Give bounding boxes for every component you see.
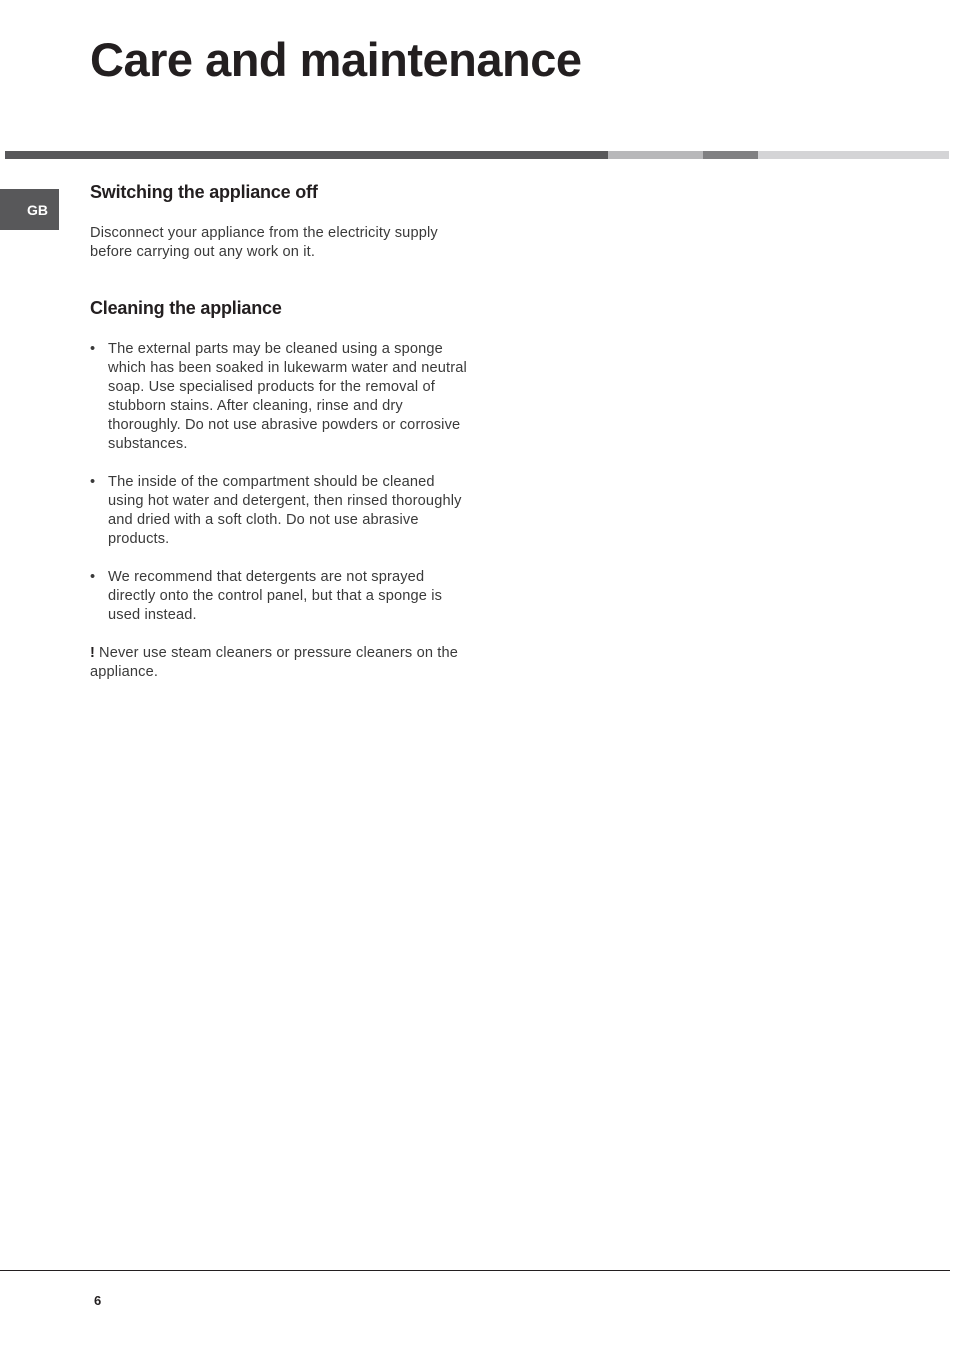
list-item-text: We recommend that detergents are not sprayed directly onto the control panel, but that a sponge is used instead. [108,569,443,623]
list-item-text: The inside of the compartment should be cleaned using hot water and detergent, then rinsed thoroughly and dried with a soft cloth. Do not use abrasive products. [108,474,462,547]
language-tab-label: GB [27,201,48,218]
language-tab [0,189,59,230]
warning-note [90,644,468,682]
header-stripe-pale [758,151,949,159]
bullet-icon: • [90,341,96,357]
page-number: 6 [94,1293,102,1308]
list-item [90,340,468,454]
list-item [90,568,468,625]
list-item-text: The external parts may be cleaned using a sponge which has been soaked in lukewarm water and neutral soap. Use specialised products for the removal of stubborn stains. After cleaning, rinse and dry thoroughly. Do not use abrasive powders or corrosive substances. [108,341,467,452]
warning-text: Never use steam cleaners or pressure cleaners on the appliance. [90,645,459,680]
bullet-icon: • [90,569,96,585]
bullet-icon: • [90,474,96,490]
header-stripe-dark [5,151,608,159]
section-heading-switching-off: Switching the appliance off [90,182,318,202]
section-heading-cleaning: Cleaning the appliance [90,298,282,318]
footer-rule [0,1270,950,1271]
header-stripe-mid [703,151,758,159]
cleaning-bullet-list [90,340,468,625]
header-stripe-light [608,151,703,159]
main-content [90,180,468,682]
warning-icon: ! [90,645,96,661]
section-text-switching-off: Disconnect your appliance from the electricity supply before carrying out any work on it. [90,225,438,260]
list-item [90,473,468,549]
page-title: Care and maintenance [90,33,582,86]
